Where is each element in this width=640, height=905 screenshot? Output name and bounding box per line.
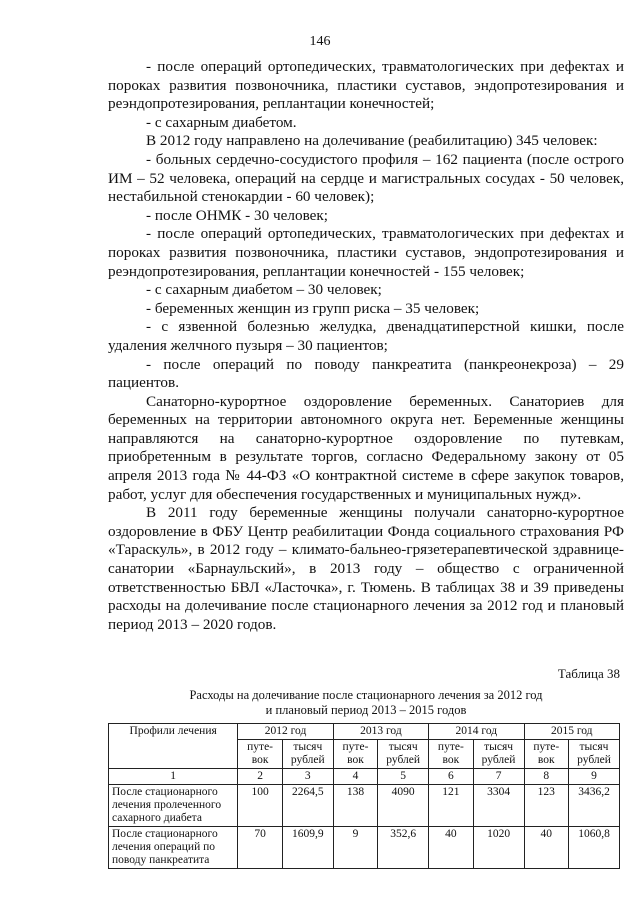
header-year: 2013 год (333, 724, 428, 740)
cell-value: 70 (238, 827, 283, 869)
expenses-table (108, 723, 620, 869)
paragraph: - после операций по поводу панкреатита (панкреонекроза) – 29 пациентов. (108, 355, 624, 392)
column-index: 3 (282, 769, 333, 785)
subheader-vouchers: путе-вок (333, 740, 378, 769)
table-label: Таблица 38 (557, 666, 620, 681)
paragraph: - с сахарным диабетом – 30 человек; (146, 281, 382, 299)
row-label: После стационарного лечения пролеченного сахарного диабета (109, 785, 238, 827)
cell-value: 3304 (473, 785, 524, 827)
column-index: 2 (238, 769, 283, 785)
cell-value: 3436,2 (569, 785, 620, 827)
column-index: 8 (524, 769, 569, 785)
subheader-rubles: тысяч рублей (282, 740, 333, 769)
column-index: 5 (378, 769, 429, 785)
subheader-rubles: тысяч рублей (569, 740, 620, 769)
table-row (109, 785, 620, 827)
subheader-vouchers: путе-вок (429, 740, 474, 769)
column-index: 9 (569, 769, 620, 785)
header-year: 2015 год (524, 724, 620, 740)
paragraph: В 2012 году направлено на долечивание (реабилитацию) 345 человек: (146, 132, 598, 150)
row-label: После стационарного лечения операций по поводу панкреатита (109, 827, 238, 869)
table-row (109, 827, 620, 869)
cell-value: 1609,9 (282, 827, 333, 869)
subheader-rubles: тысяч рублей (378, 740, 429, 769)
paragraph: - после ОНМК - 30 человек; (146, 206, 328, 224)
column-index: 1 (109, 769, 238, 785)
cell-value: 1020 (473, 827, 524, 869)
table-caption-line: и плановый период 2013 – 2015 годов (265, 703, 467, 717)
paragraph: - с язвенной болезнью желудка, двенадцатиперстной кишки, после удаления желчного пузыря – 30 пациентов; (108, 318, 624, 354)
subheader-vouchers: путе-вок (524, 740, 569, 769)
paragraph: - после операций ортопедических, травматологических при дефектах и пороках развития позвоночника, пластики суставов, эндопротезирования и реэндопротезирования, реплантации конечностей - 155 человек; (108, 225, 624, 280)
header-year: 2014 год (429, 724, 524, 740)
paragraph: - после операций ортопедических, травматологических при дефектах и пороках развития позвоночника, пластики суставов, эндопротезирования и реэндопротезирования, реплантации конечностей; (108, 58, 624, 113)
cell-value: 100 (238, 785, 283, 827)
subheader-vouchers: путе-вок (238, 740, 283, 769)
cell-value: 40 (524, 827, 569, 869)
paragraph: - с сахарным диабетом. (146, 113, 297, 131)
table-index-row (109, 769, 620, 785)
table-caption (108, 688, 624, 718)
column-index: 4 (333, 769, 378, 785)
cell-value: 138 (333, 785, 378, 827)
cell-value: 352,6 (378, 827, 429, 869)
cell-value: 2264,5 (282, 785, 333, 827)
header-year: 2012 год (238, 724, 333, 740)
column-index: 7 (473, 769, 524, 785)
body-text (108, 58, 624, 634)
cell-value: 121 (429, 785, 474, 827)
paragraph: - беременных женщин из групп риска – 35 человек; (146, 299, 480, 317)
column-index: 6 (429, 769, 474, 785)
cell-value: 40 (429, 827, 474, 869)
cell-value: 4090 (378, 785, 429, 827)
paragraph: - больных сердечно-сосудистого профиля – 162 пациента (после острого ИМ – 52 человека, операций на сердце и магистральных сосудах - 50 человек, нестабильной стенокардии - 60 человек); (108, 150, 624, 206)
page-number: 146 (309, 34, 331, 49)
subheader-rubles: тысяч рублей (473, 740, 524, 769)
paragraph: Санаторно-курортное оздоровление беременных. Санаториев для беременных на территории автономного округа нет. Беременные женщины направляются на санаторно-курортное оздоровление по путевкам, приобретенным в результате торгов, согласно Федеральному закону от 05 апреля 2013 года № 44-ФЗ «О контрактной системе в сфере закупок товаров, работ, услуг для обеспечения государственных и муниципальных нужд». (108, 392, 624, 503)
table-header-row (109, 724, 620, 740)
table-caption-line: Расходы на долечивание после стационарного лечения за 2012 год (189, 688, 543, 702)
cell-value: 9 (333, 827, 378, 869)
header-profile: Профили лечения (109, 724, 238, 769)
cell-value: 1060,8 (569, 827, 620, 869)
cell-value: 123 (524, 785, 569, 827)
paragraph: В 2011 году беременные женщины получали санаторно-курортное оздоровление в ФБУ Центр реабилитации Фонда социального страхования РФ «Тараскуль», в 2012 году – климато-бальнео-грязетерапевтической здравнице-санатории «Барнаульский», в 2013 году – общество с ограниченной ответственностью БВЛ «Ласточка», г. Тюмень. В таблицах 38 и 39 приведены расходы на долечивание после стационарного лечения за 2012 год и плановый период 2013 – 2020 годов. (108, 504, 624, 633)
